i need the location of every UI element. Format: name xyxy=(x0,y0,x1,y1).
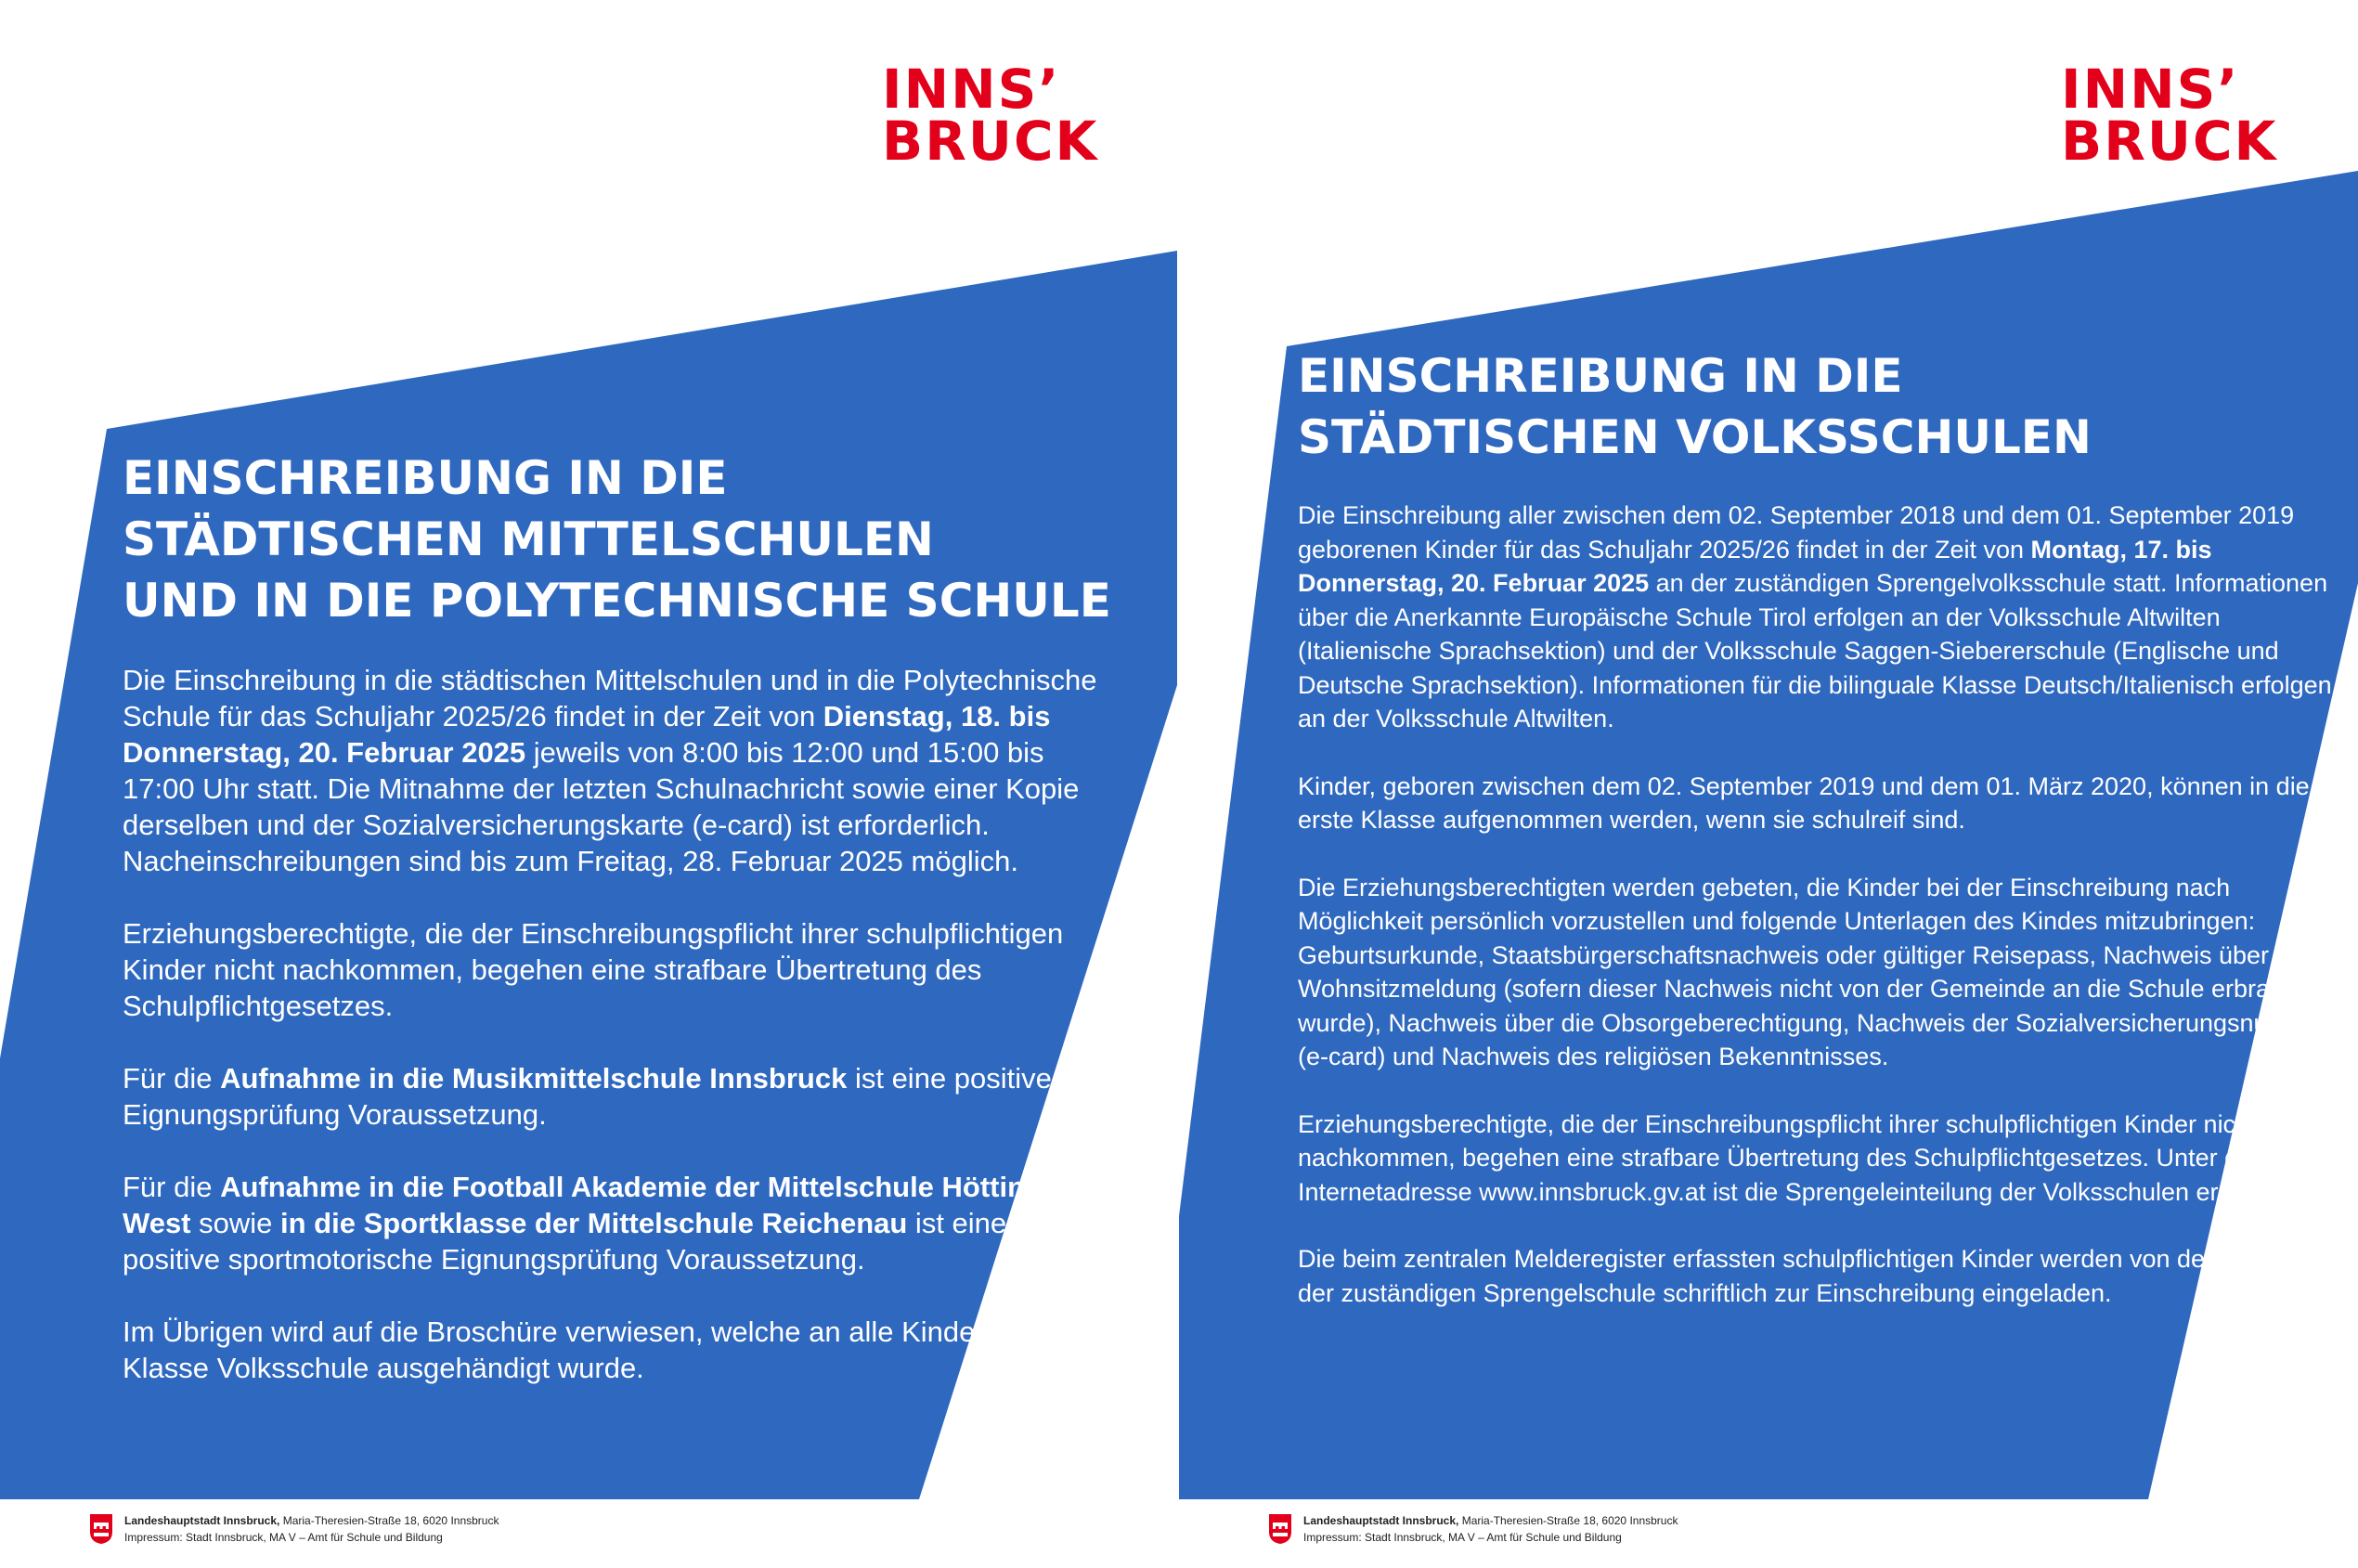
footer-text: Landeshauptstadt Innsbruck, Maria-Theresien-Straße 18, 6020 Innsbruck Impressum: Stadt Innsbruck, MA V – Amt für Schule und Bildung xyxy=(1303,1514,1678,1544)
paragraph-invitation: Die beim zentralen Melderegister erfassten schulpflichtigen Kinder werden von der Leitung der zuständigen Sprengelschule schriftlich zur Einschreibung eingeladen. xyxy=(1298,1245,2303,1307)
headline-line: STÄDTISCHEN VOLKSSCHULEN xyxy=(1298,410,2092,464)
headline xyxy=(1298,345,2092,468)
paragraph-sports: Für die Aufnahme in die Football Akademie der Mittelschule Hötting-West sowie in die Sportklasse der Mittelschule Reichenau ist eine positive sportmotorische Eignungsprüfung Voraussetzung. xyxy=(123,1171,1053,1276)
headline-line: EINSCHREIBUNG IN DIE xyxy=(1298,349,1903,403)
body-text xyxy=(1298,499,2338,1310)
paragraph-obligation: Erziehungsberechtigte, die der Einschreibungspflicht ihrer schulpflichtigen Kinder nicht nachkommen, begehen eine strafbare Übertretung des Schulpflichtgesetzes. Unter der Internetadresse www.innsbruck.gv.at ist die Sprengeleinteilung der Volksschulen ersichtlich. xyxy=(1298,1109,2315,1206)
paragraph-obligation: Erziehungsberechtigte, die der Einschreibungspflicht ihrer schulpflichtigen Kinder nicht nachkommen, begehen eine strafbare Übertretung des Schulpflichtgesetzes. xyxy=(123,917,1064,1022)
paragraph-brochure: Im Übrigen wird auf die Broschüre verwiesen, welche an alle Kinder der 4. Klasse Volksschule ausgehändigt wurde. xyxy=(123,1315,1067,1384)
footer-text: Landeshauptstadt Innsbruck, Maria-Theresien-Straße 18, 6020 Innsbruck Impressum: Stadt Innsbruck, MA V – Amt für Schule und Bildung xyxy=(124,1514,499,1544)
poster-volksschulen xyxy=(1179,0,2358,1568)
body-text xyxy=(123,662,1097,1386)
innsbruck-logo: INNS’ BRUCK xyxy=(2061,58,2278,173)
headline-line: STÄDTISCHEN MITTELSCHULEN xyxy=(123,512,934,566)
paragraph-documents: Die Erziehungsberechtigten werden gebeten, die Kinder bei der Einschreibung nach Möglichkeit persönlich vorzustellen und folgende Unterlagen des Kindes mitzubringen: Geburtsurkunde, Staatsbürgerschaftsnachweis oder gültiger Reisepass, Nachweis über die Wohnsitzmeldung (sofern dieser Nachweis nicht von der Gemeinde an die Schule erbracht wurde), Nachweis über die Obsorgeberechtigung, Nachweis der Sozialversicherungsnummer (e-card) und Nachweis des religiösen Bekenntnisses. xyxy=(1298,873,2332,1070)
innsbruck-logo: INNS’ BRUCK xyxy=(882,58,1099,173)
headline xyxy=(123,447,1111,631)
headline-line: EINSCHREIBUNG IN DIE xyxy=(123,451,728,505)
paragraph-age-range: Kinder, geboren zwischen dem 02. September 2019 und dem 01. März 2020, können in die erste Klasse aufgenommen werden, wenn sie schulreif sind. xyxy=(1298,771,2310,834)
innsbruck-crest-icon xyxy=(89,1513,113,1545)
innsbruck-crest-icon xyxy=(1268,1513,1292,1545)
paragraph-dates: Die Einschreibung in die städtischen Mittelschulen und in die Polytechnische Schule für das Schuljahr 2025/26 findet in der Zeit von Dienstag, 18. bis Donnerstag, 20. Februar 2025 jeweils von 8:00 bis 12:00 und 15:00 bis 17:00 Uhr statt. Die Mitnahme der letzten Schulnachricht sowie einer Kopie derselben und der Sozialversicherungskarte (e-card) ist erforderlich. Nacheinschreibungen sind bis zum Freitag, 28. Februar 2025 möglich. xyxy=(123,664,1097,877)
headline-line: UND IN DIE POLYTECHNISCHE SCHULE xyxy=(123,574,1111,628)
paragraph-music-school: Für die Aufnahme in die Musikmittelschule Innsbruck ist eine positive Eignungsprüfung Voraussetzung. xyxy=(123,1062,1052,1131)
paragraph-dates: Die Einschreibung aller zwischen dem 02. September 2018 und dem 01. September 2019 geborenen Kinder für das Schuljahr 2025/26 findet in der Zeit von Montag, 17. bis Donnerstag, 20. Februar 2025 an der zuständigen Sprengelvolksschule statt. Informationen über die Anerkannte Europäische Schule Tirol erfolgen an der Volksschule Altwilten (Italienische Sprachsektion) und der Volksschule Saggen-Siebererschule (Englische und Deutsche Sprachsektion). Informationen für die bilinguale Klasse Deutsch/Italienisch erfolgen an der Volksschule Altwilten. xyxy=(1298,501,2332,732)
